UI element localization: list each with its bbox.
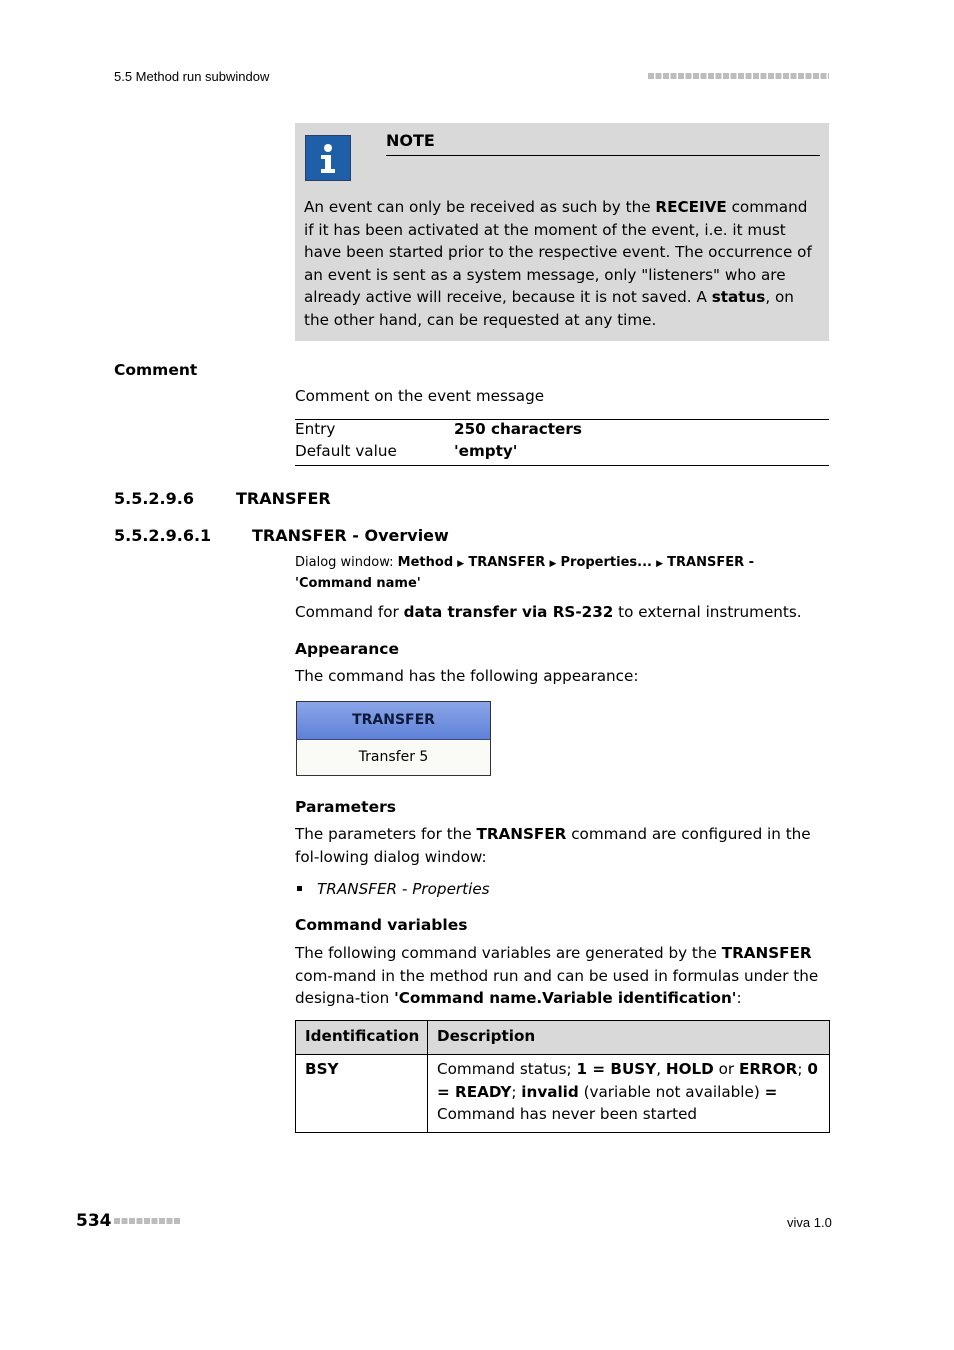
entry-value: 250 characters [454,420,582,438]
section-title-overview: TRANSFER - Overview [252,526,449,545]
page-number: 534 [76,1211,112,1231]
table-header-identification: Identification [305,1027,420,1045]
comment-table-bottom-rule [295,465,829,466]
command-name: Transfer 5 [297,740,490,775]
header-dots-decoration [648,73,829,79]
footer-product: viva 1.0 [787,1215,832,1230]
variables-table [295,1020,830,1133]
comment-heading: Comment [114,361,198,379]
comment-description: Comment on the event message [295,387,545,405]
intro-text: Command for data transfer via RS-232 to external instruments. [295,603,802,621]
bullet-icon [297,886,302,891]
table-cell-identification: BSY [305,1060,339,1078]
command-variables-text: The following command variables are generated by the TRANSFER com-mand in the method run and can be used in formulas under the designa-tion 'Command name.Variable identification': [295,944,819,1007]
appearance-text: The command has the following appearance: [295,667,639,685]
parameters-bullet: TRANSFER - Properties [317,880,490,898]
entry-label: Entry [295,420,336,438]
default-label: Default value [295,442,397,460]
info-icon [305,135,351,181]
command-title: TRANSFER [297,702,490,740]
path-arrow-icon: ▶ [549,559,557,569]
note-text: An event can only be received as such by the RECEIVE command if it has been activated at the moment of the event, i.e. it must have been started prior to the respective event. The occurrence of an event is sent as a system message, only "listeners" who are already active will receive, because it is not saved. A status, on the other hand, can be requested at any time. [304,198,812,329]
appearance-heading: Appearance [295,640,399,658]
path-arrow-icon: ▶ [656,559,664,569]
dialog-path: Dialog window: Method ▶ TRANSFER ▶ Properties... ▶ TRANSFER - 'Command name' [295,555,755,591]
table-column-divider [427,1021,428,1132]
footer-dots-decoration [114,1218,181,1224]
running-header-section: 5.5 Method run subwindow [114,69,270,84]
section-number-transfer: 5.5.2.9.6 [114,489,194,508]
section-title-transfer: TRANSFER [236,489,331,508]
section-number-overview: 5.5.2.9.6.1 [114,526,212,545]
path-arrow-icon: ▶ [457,559,465,569]
note-divider [386,155,820,156]
table-header-description: Description [437,1027,536,1045]
parameters-heading: Parameters [295,798,396,816]
table-cell-description: Command status; 1 = BUSY, HOLD or ERROR; 0 = READY; invalid (variable not available) = Command has never been started [437,1060,818,1123]
note-title: NOTE [386,131,435,150]
command-variables-heading: Command variables [295,916,468,934]
parameters-text: The parameters for the TRANSFER command are configured in the fol-lowing dialog window: [295,825,811,866]
command-appearance-box [296,701,491,776]
default-value: 'empty' [454,442,518,460]
